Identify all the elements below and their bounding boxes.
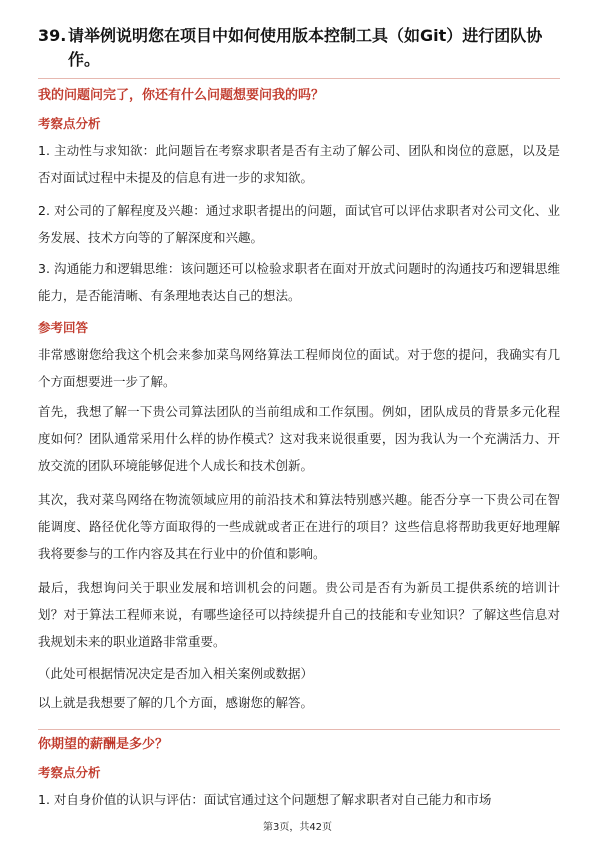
section-divider	[38, 729, 560, 730]
answer-paragraph-3: 其次，我对菜鸟网络在物流领域应用的前沿技术和算法特别感兴趣。能否分享一下贵公司在智能调度、路径优化等方面取得的一些成就或者正在进行的项目？这些信息将帮助我更好地理解我将要参与的工作内容及其在行业中的价值和影响。	[38, 492, 560, 561]
answer-paragraph-5: （此处可根据情况决定是否加入相关案例或数据）	[38, 666, 314, 681]
section2-question: 你期望的薪酬是多少？	[38, 737, 169, 752]
question-number: 39.	[38, 26, 67, 45]
analysis-item-3: 3. 沟通能力和逻辑思维：该问题还可以检验求职者在面对开放式问题时的沟通技巧和逻辑思维能力，是否能清晰、有条理地表达自己的想法。	[38, 261, 560, 303]
answer-paragraph-1: 非常感谢您给我这个机会来参加菜鸟网络算法工程师岗位的面试。对于您的提问，我确实有几个方面想要进一步了解。	[38, 347, 560, 389]
section-divider	[38, 78, 560, 79]
answer-paragraph-4: 最后，我想询问关于职业发展和培训机会的问题。贵公司是否有为新员工提供系统的培训计划？对于算法工程师来说，有哪些途径可以持续提升自己的技能和专业知识？了解这些信息对我规划未来的职业道路非常重要。	[38, 580, 560, 649]
section2-analysis-item-1: 1. 对自身价值的认识与评估：面试官通过这个问题想了解求职者对自己能力和市场	[38, 792, 492, 807]
answer-paragraph-2: 首先，我想了解一下贵公司算法团队的当前组成和工作氛围。例如，团队成员的背景多元化程度如何？团队通常采用什么样的协作模式？这对我来说很重要，因为我认为一个充满活力、开放交流的团队环境能够促进个人成长和技术创新。	[38, 404, 560, 473]
section2-analysis-heading: 考察点分析	[38, 765, 101, 780]
analysis-item-1: 1. 主动性与求知欲：此问题旨在考察求职者是否有主动了解公司、团队和岗位的意愿，以及是否对面试过程中未提及的信息有进一步的求知欲。	[38, 143, 560, 185]
section1-answer-heading: 参考回答	[38, 320, 89, 335]
question-text: 请举例说明您在项目中如何使用版本控制工具（如Git）进行团队协作。	[68, 26, 543, 69]
section1-analysis-heading: 考察点分析	[38, 116, 101, 131]
answer-paragraph-6: 以上就是我想要了解的几个方面，感谢您的解答。	[38, 695, 314, 710]
question-title	[38, 24, 568, 72]
section1-question: 我的问题问完了，你还有什么问题想要问我的吗？	[38, 88, 325, 103]
page-footer: 第3页，共42页	[262, 822, 333, 833]
analysis-item-2: 2. 对公司的了解程度及兴趣：通过求职者提出的问题，面试官可以评估求职者对公司文化、业务发展、技术方向等的了解深度和兴趣。	[38, 203, 560, 245]
